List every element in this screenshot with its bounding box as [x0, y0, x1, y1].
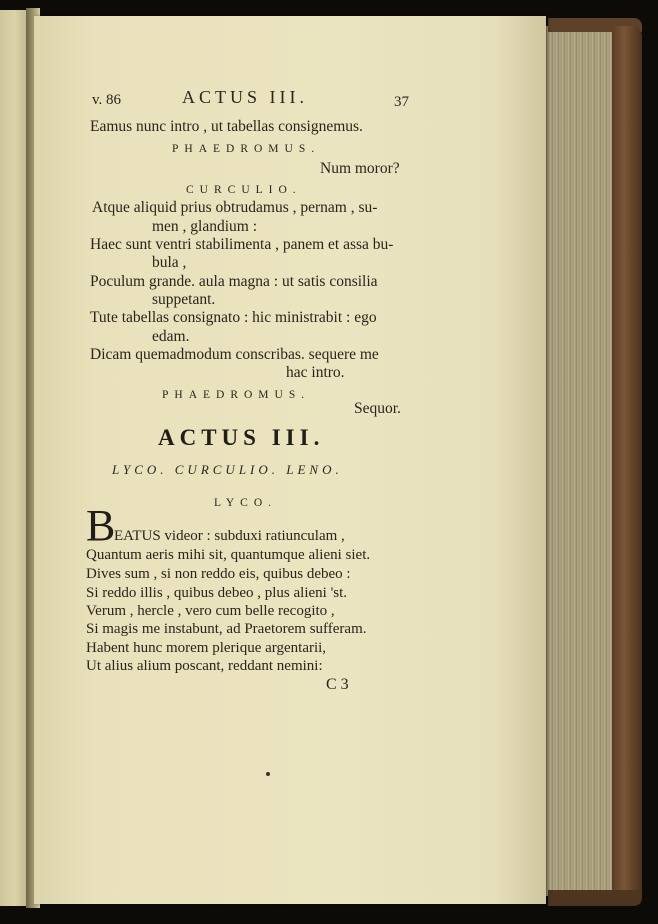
text-line: Atque aliquid prius obtrudamus , pernam , su-: [92, 199, 378, 216]
page-edges: [540, 26, 622, 896]
signature-mark: C 3: [326, 676, 349, 693]
text-line: Ut alius alium poscant, reddant nemini:: [86, 658, 323, 674]
scene-cast: LYCO. CURCULIO. LENO.: [112, 462, 343, 477]
text-line: edam.: [152, 328, 190, 345]
text-line: EATUS videor : subduxi ratiunculam ,: [114, 528, 345, 544]
text-line: Dicam quemadmodum conscribas. sequere me: [90, 346, 379, 363]
text-line: Habent hunc morem plerique argentarii,: [86, 640, 327, 656]
text-line: bula ,: [152, 254, 187, 271]
text-line: Tute tabellas consignato : hic ministrabit : ego: [90, 309, 377, 326]
speaker-name: PHAEDROMUS.: [172, 143, 321, 155]
book-cover: [612, 26, 642, 900]
ink-speck: [266, 772, 270, 776]
text-line: suppetant.: [152, 291, 216, 308]
text-line: Verum , hercle , vero cum belle recogito ,: [86, 603, 335, 619]
text-line: Si reddo illis , quibus debeo , plus alieni 'st.: [86, 585, 348, 601]
speaker-name: LYCO.: [214, 497, 278, 509]
speaker-name: CURCULIO.: [186, 184, 302, 196]
page-number: 37: [394, 94, 409, 110]
text-line: men , glandium :: [152, 218, 258, 235]
act-heading: ACTUS III.: [158, 425, 325, 450]
speaker-name: PHAEDROMUS.: [162, 389, 311, 401]
drop-cap: B: [86, 501, 116, 550]
text-line: Eamus nunc intro , ut tabellas consignemus.: [90, 118, 363, 135]
text-line: hac intro.: [286, 364, 345, 381]
text-line: Dives sum , si non reddo eis, quibus debeo :: [86, 566, 351, 582]
verse-number: v. 86: [92, 92, 122, 108]
text-line: Num moror?: [320, 160, 400, 177]
text-line: Sequor.: [354, 400, 401, 417]
text-line: Haec sunt ventri stabilimenta , panem et assa bu-: [90, 236, 394, 253]
cover-bottom: [548, 890, 642, 906]
text-line: Poculum grande. aula magna : ut satis consilia: [90, 273, 378, 290]
running-title: ACTUS III.: [182, 87, 308, 107]
text-line: Quantum aeris mihi sit, quantumque alieni siet.: [86, 547, 371, 563]
text-line: Si magis me instabunt, ad Praetorem sufferam.: [86, 621, 367, 637]
